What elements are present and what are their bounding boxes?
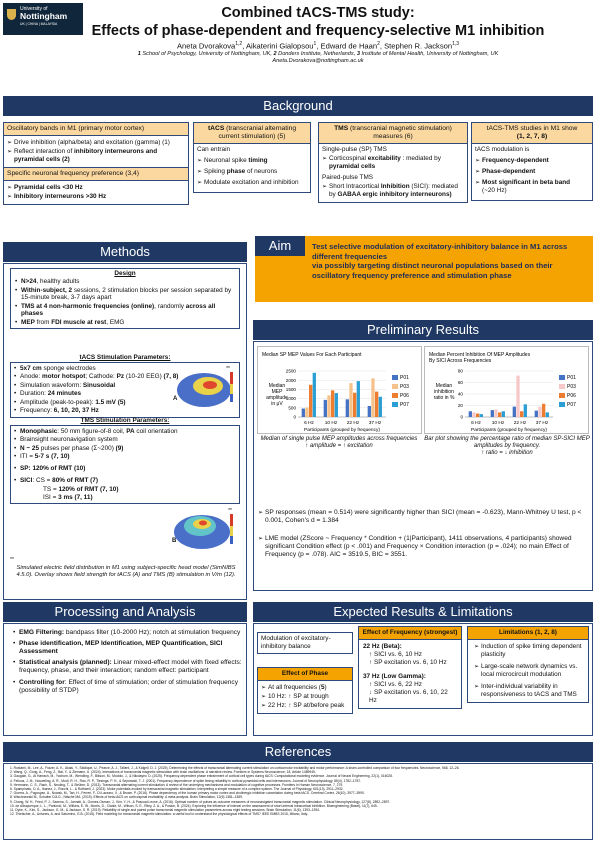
bar xyxy=(331,390,334,417)
bar xyxy=(520,411,523,417)
design-head: Design xyxy=(114,270,136,277)
tick-label-y: 80 xyxy=(457,368,463,374)
bg-col-studies xyxy=(471,122,593,232)
bg-col3-p2: Paired-pulse TMS xyxy=(322,174,374,181)
limitations-head: Limitations (1, 2, 8) xyxy=(467,626,589,640)
bar xyxy=(476,414,479,417)
logo-name: Nottingham xyxy=(20,11,68,21)
tick-label-y: 2500 xyxy=(285,368,296,374)
bar xyxy=(502,411,505,417)
affiliations: 1 School of Psychology, University of Nottingham, UK, 2 Donders Institute, Netherlands, 3 Institute of Mental Health, University of Nottingham, UK xyxy=(137,50,499,57)
bg-col4-lead: tACS modulation is xyxy=(475,146,530,153)
legend-label: P01 xyxy=(400,375,409,381)
background-header: Background xyxy=(3,96,593,116)
freq-g2: 37 Hz (Low Gamma): xyxy=(363,673,426,680)
freq-g1: 22 Hz (Beta): xyxy=(363,643,402,650)
design-item: • TMS at 4 non-harmonic frequencies (online), randomly across all phases xyxy=(14,303,236,319)
bg-col3-item: ➢ Corticospinal excitability : mediated by pyramidal cells xyxy=(322,155,464,171)
result-item: ➢ SP responses (mean = 0.514) were significantly higher than SICI (mean = -0.623), Mann-Whitney U test, p < 0.001, Cohen's d = 1.384 xyxy=(258,509,588,526)
tms-item: • SICI: CS = 80% of RMT (7) xyxy=(13,477,237,485)
bg-col4-head: tACS-TMS studies in M1 show (1, 2, 7, 8) xyxy=(471,122,593,144)
logo-sub: UK | CHINA | MALAYSIA xyxy=(20,22,58,26)
chart-title: Median SP MEP Values For Each Participant xyxy=(262,352,362,358)
legend-label: P06 xyxy=(567,393,576,399)
bar xyxy=(516,376,519,417)
legend-swatch xyxy=(392,402,398,407)
tick-label-x: 37 Hz xyxy=(368,421,382,426)
bg-col4-item: ➢ Most significant in beta band (~20 Hz) xyxy=(475,179,589,195)
tick-label-x: 22 Hz xyxy=(513,421,527,426)
results-bullets xyxy=(258,508,588,560)
tick-label-x: 22 Hz xyxy=(346,421,360,426)
reference-item: 3. Gaugain, G., Al Harrach, M., Yochum, M., Wendling, F., Bikson, M., Modolo, J., & Nikolayev, D. (2025). Frequency-dependent phase entrainment of cortical cell types during tACS: Computational modeling evidence. Journal of Neural Engineering, 22(1), 016028. xyxy=(10,774,393,779)
expected-header: Expected Results & Limitations xyxy=(253,602,593,622)
bar xyxy=(309,385,312,417)
legend-label: P07 xyxy=(400,402,409,408)
bar xyxy=(546,412,549,417)
design-item: • N>24, healthy adults xyxy=(14,278,236,286)
reference-item: 12. Thielscher, A., Antunes, A. and Saturnino, G.B. (2015). Field modeling for transcranial magnetic stimulation: a useful tool to understand the physiological effects of TMS? IEEE EMBS 2015, Milano, Italy. xyxy=(10,812,308,817)
tick-label-y: 20 xyxy=(457,403,463,409)
processing-header: Processing and Analysis xyxy=(3,602,247,622)
reference-item: 9. Chang, W. H., Fried, P. J., Saxena, S., Jannati, A., Gomes-Osman, J., Kim, Y.-H., & Pascual-Leone, A. (2016). Optimal number of pulses as outcome measures of neuronavigated transcranial magnetic stimulation. Clinical Neurophysiology, 127(8), 2892–2897. xyxy=(10,799,391,804)
axis-label-y: ratio in % xyxy=(433,395,455,401)
legend-label: P07 xyxy=(567,402,576,408)
tick-label-y: 60 xyxy=(457,380,463,386)
legend-swatch xyxy=(392,393,398,398)
bar xyxy=(305,407,308,417)
tick-label-y: 2000 xyxy=(285,377,296,383)
results-header: Preliminary Results xyxy=(253,320,593,340)
bar xyxy=(346,399,349,417)
legend-label: P03 xyxy=(567,384,576,390)
brain-sim-tacs xyxy=(172,366,238,410)
freq-g1b: ↑ SP excitation vs. 6, 10 Hz xyxy=(369,659,447,666)
design-box xyxy=(10,268,240,329)
bar xyxy=(538,407,541,417)
bar xyxy=(353,393,356,417)
limitation-item: ➢ Induction of spike timing dependent plasticity xyxy=(474,643,585,659)
phase-item: ➢ 22 Hz: ↑ SP at/before peak xyxy=(261,702,349,710)
reference-item: 10. de Albuquerque, L. L., Pantović, M., Wilkins, E. W., Morris, D., Clarke, M., Wilson, S. E., Riley, Z. A., & Poston, B. (2024). Exploring the influence of interval on the assessment of short-interval intracortical inhibition. Bioengineering (Basel), 11(7), 645. xyxy=(10,803,378,808)
bar xyxy=(469,411,472,417)
brain-label-b: B xyxy=(172,538,177,544)
tick-label-x: 10 Hz xyxy=(491,421,505,426)
chart-sici-ratio xyxy=(424,346,589,434)
reference-item: 8. Wischnewski M., Schutter DJLG., Nitsche MA. (2019). Effects of beta-tACS on corticospinal excitability: A meta-analysis. Brain Stimulation, 12(6) 1381–1389. xyxy=(10,795,243,800)
freq-g1a: ↑ SICI vs. 6, 10 Hz xyxy=(369,651,422,658)
bar xyxy=(480,414,483,417)
freq-g2b: ↓ SP excitation vs. 6, 10, 22 Hz xyxy=(369,689,448,704)
tms-item: • SP: 120% of RMT (10) xyxy=(13,465,237,473)
bar xyxy=(368,406,371,417)
bar xyxy=(349,383,352,417)
freq-g2a: ↑ SICI vs. 6, 22 Hz xyxy=(369,681,422,688)
design-item: • Within-subject, 2 sessions, 2 stimulation blocks per session separated by 15-minute break, 3-7 days apart xyxy=(14,287,236,303)
chart-title: By SICI Across Frequencies xyxy=(429,358,492,364)
axis-label-y: Median xyxy=(435,383,453,389)
tacs-item: • Duration: 24 minutes xyxy=(13,390,237,398)
brain-scale-a: ** xyxy=(226,366,230,372)
bar xyxy=(498,412,501,417)
result-item: ➢ LME model (ZScore ~ Frequency * Condition + (1|Participant), 1411 observations, 4 participants) showed significant Condition effect (p < .001) and Frequency × Condition interaction (p = .024); no main Effect of Frequency (p = .078). AIC = 3519.5, BIC = 3551. xyxy=(258,535,588,560)
tick-label-y: 0 xyxy=(460,414,463,420)
tick-label-x: 6 Hz xyxy=(304,421,314,426)
bar xyxy=(335,393,338,417)
tms-item: • Monophasic: 50 mm figure-of-8 coil, PA coil orientation xyxy=(13,428,237,436)
tacs-item: • Anode: motor hotspot; Cathode: Pz (10-20 EEG) (7, 8) xyxy=(13,373,237,381)
bg-col1-sub: Specific neuronal frequency preference (3,4) xyxy=(3,168,189,181)
tms-item: • N ~ 25 pulses per phase (Σ~200) (9) xyxy=(13,445,237,453)
limitation-item: ➢ Large-scale network dynamics vs. local microcircuit modulation xyxy=(474,663,585,679)
bg-col4-item: ➢ Phase-dependent xyxy=(475,168,589,176)
tacs-item: • Amplitude (peak-to-peak): 1.5 mV (5) xyxy=(13,399,237,407)
email[interactable]: Aneta.Dvorakova@nottingham.ac.uk xyxy=(272,57,364,64)
bg-col2-item: ➢ Spiking phase of neurons xyxy=(197,168,307,176)
brain-scale-b: ** xyxy=(228,508,232,514)
bg-col2-lead: Can entrain xyxy=(197,146,231,153)
tms-item: • Brainsight neuronavigation system xyxy=(13,436,237,444)
reference-item: 7. Guerra, A., Pogosyan, A., Nowak, M., Tan, H., Ferreri, F., Di Lazzaro, V., & Brown, P. (2016). Phase dependency of the human primary motor cortex and cholinergic inhibition cancelation during beta tACS. Cerebral Cortex, 26(10), 3977–3990. xyxy=(10,791,365,796)
bar xyxy=(324,400,327,417)
tick-label-x: 37 Hz xyxy=(535,421,549,426)
axis-label-y: amplitude xyxy=(266,395,288,401)
tick-label-y: 500 xyxy=(288,405,296,411)
bar xyxy=(371,378,374,417)
references-header: References xyxy=(3,742,593,762)
brain-sim-tms xyxy=(170,508,238,552)
tms-sici-isi: ISI = 3 ms (7, 11) xyxy=(43,493,93,501)
phase-box xyxy=(257,667,353,714)
bg-col3-item: ➢ Short Intracortical Inhibition (SICI): mediated by GABAA ergic inhibitory interneurons) xyxy=(322,183,464,199)
bg-col-tacs xyxy=(193,122,311,222)
poster-title-line2: Effects of phase-dependent and frequency-selective M1 inhibition xyxy=(91,23,545,39)
bg-col1-item: ➢ Reflect interaction of inhibitory interneurons and pyramidal cells (2) xyxy=(7,148,185,164)
legend-label: P01 xyxy=(567,375,576,381)
legend-swatch xyxy=(392,375,398,380)
design-item: • MEP from FDI muscle at rest, EMG xyxy=(14,319,236,327)
authors: Aneta Dvorakova$^{1,2}$, Aikaterini Gialopsou$^1$, Edward de Haan$^2$, Stephen R. Jackson$^{1,3}$ xyxy=(176,41,460,51)
chart1-caption: Median of single pulse MEP amplitudes across frequencies ↑ amplitude = ↑ excitation xyxy=(260,436,418,450)
bg-col1-item: ➢ Inhibitory interneurons >30 Hz xyxy=(7,193,185,201)
chart2-caption: Bar plot showing the percentage ratio of median SP-SICI MEP amplitudes by frequency. ↑ ratio = ↓ inhibition xyxy=(424,436,590,457)
legend-label: P03 xyxy=(400,384,409,390)
legend-swatch xyxy=(559,375,565,380)
bg-col2-item: ➢ Modulate excitation and inhibition xyxy=(197,179,307,187)
phase-head: Effect of Phase xyxy=(257,667,353,681)
axis-label-y: Median xyxy=(268,383,286,389)
tick-label-x: 10 Hz xyxy=(324,421,338,426)
bg-col2-head: tACS (transcranial alternating current stimulation) (5) xyxy=(193,122,311,144)
tick-label-y: 40 xyxy=(457,391,463,397)
reference-item: 2. Wang, Q., Gong, A., Feng, Z., Bai, Y., & Ziemann, U. (2024). Interactions of transcranial magnetic stimulation with brain oscillations: A narrative review. Frontiers in Systems Neuroscience, 18, Article 1489949. xyxy=(10,770,316,775)
legend-swatch xyxy=(559,402,565,407)
axis-label-y: MEP xyxy=(271,389,283,395)
legend-swatch xyxy=(559,384,565,389)
bar xyxy=(542,404,545,417)
tacs-params-head: tACS Stimulation Parameters: xyxy=(79,354,171,361)
tms-item: • ITI = 5-7 s (7, 10) xyxy=(13,453,237,461)
freq-head: Effect of Frequency (strongest) xyxy=(358,626,462,640)
freq-box xyxy=(358,626,462,709)
reference-item: 5. Herrmann, C. S., Rach, S., Neuling, T., & Strüber, D. (2013). Transcranial alternating current stimulation: A review of the underlying mechanisms and modulation of cognitive processes. Frontiers in Human Neuroscience, 7, 279. xyxy=(10,782,344,787)
legend-swatch xyxy=(559,393,565,398)
tacs-item: • 5x7 cm sponge electrodes xyxy=(13,365,237,373)
bg-col1-head: Oscillatory bands in M1 (primary motor cortex) xyxy=(3,122,189,136)
reference-item: 6. Spampinato, D. A., Ibanez, J., Rocchi, L., & Rothwell, J. (2023). Motor potentials evoked by transcranial magnetic stimulation: Interpreting a simple measure of a complex system. The Journal of Physiology, 601(13), 2911–2932. xyxy=(10,787,344,792)
bg-col-oscillatory xyxy=(3,122,189,232)
axis-label-x: Participants (grouped by frequency) xyxy=(304,428,380,433)
methods-footnote: Simulated electric field distribution in M1 using subject-specific head model (SimNIBS 4.5.0). Overlay shows field strength for tACS (A) and TMS (B) stimulation in V/m (12). xyxy=(16,565,236,578)
phase-item: ➢ At all frequencies (5) xyxy=(261,684,349,692)
bar xyxy=(513,407,516,417)
tms-params-head: TMS Stimulation Parameters: xyxy=(80,417,170,424)
bar xyxy=(524,404,527,417)
bar xyxy=(494,410,497,417)
tick-label-y: 1000 xyxy=(285,396,296,402)
references-panel xyxy=(3,763,593,840)
expected-mod: Modulation of excitatory-inhibitory balance xyxy=(257,632,353,654)
bar xyxy=(472,412,475,417)
limitations-box xyxy=(467,626,589,703)
chart-sp-mep xyxy=(257,346,422,434)
reference-item: 1. Rostami, M., Lee, A., Frazer, A. K., Akalu, Y., Siddique, U., Pearce, A. J., Tallent, J., & Kidgell, D. J. (2025). Determining the effects of transcranial alternating current stimulation on corticomotor excitability and motor performance: A sham-controlled comparison of four frequencies. Neuroscience, 568, 12–26. xyxy=(10,766,460,770)
bg-col3-p1: Single-pulse (SP) TMS xyxy=(322,146,387,153)
processing-item: • Phase identification, MEP Identification, MEP Quantification, SICI Assessment xyxy=(12,640,242,656)
processing-panel xyxy=(3,623,247,736)
bg-col4-item: ➢ Frequency-dependent xyxy=(475,157,589,165)
aim-label: Aim xyxy=(255,236,305,256)
tick-label-y: 0 xyxy=(293,414,296,420)
bar xyxy=(327,395,330,417)
processing-item: • EMG Filtering: bandpass filter (10-2000 Hz); notch at stimulation frequency xyxy=(12,629,242,637)
bg-col2-item: ➢ Neuronal spike timing xyxy=(197,157,307,165)
bar xyxy=(379,397,382,417)
tacs-item: • Frequency: 6, 10, 20, 37 Hz xyxy=(13,407,237,415)
reference-item: 4. Fellous, J. M., Houweling, A. R., Modi, R. H., Rao, R. P., Tiesinga, P. H., & Sejnowski, T. J. (2001). Frequency dependence of spike timing reliability in cortical pyramidal cells and interneurons. Journal of Neurophysiology, 85(4), 1782–1787. xyxy=(10,778,362,783)
tick-label-y: 1500 xyxy=(285,387,296,392)
bar xyxy=(491,410,494,417)
phase-item: ➢ 10 Hz: ↑ SP at trough xyxy=(261,693,349,701)
legend-label: P06 xyxy=(400,393,409,399)
logo-title: University of xyxy=(20,6,48,12)
reference-item: 11. Dyke, K., Kim, S., Jackson, G. M., & Jackson, S. R. (2019). Reliability of single and paired pulse transcranial magnetic stimulation parameters across eight testing sessions. Brain Stimulation, 11(6), 1393–1394. xyxy=(10,808,320,813)
poster-title-line1: Combined tACS-TMS study: xyxy=(221,5,415,21)
processing-item: • Statistical analysis (planned): Linear mixed-effect model with fixed effects: frequency, phase, and their interaction; random effect: participant xyxy=(12,659,242,675)
processing-item: • Controlling for: Effect of time of stimulation; order of stimulation frequency (possibility of STDP) xyxy=(12,679,242,695)
tick-label-x: 6 Hz xyxy=(471,421,481,426)
bar xyxy=(357,381,360,417)
bg-col1-item: ➢ Drive inhibition (alpha/beta) and excitation (gamma) (1) xyxy=(7,139,185,147)
tms-sici-ts: TS = 120% of RMT (7, 10) xyxy=(43,485,119,493)
legend-swatch xyxy=(392,384,398,389)
aim-text: Test selective modulation of excitatory-inhibitory balance in M1 across different frequencies via possibly targeting distinct neuronal populations based on their oscillatory frequency preference and stimulation phase xyxy=(312,242,568,280)
bar xyxy=(535,411,538,417)
brain-label-a: A xyxy=(173,396,178,402)
bg-col-tms xyxy=(318,122,468,232)
tms-params xyxy=(10,417,240,504)
bar xyxy=(302,409,305,417)
methods-header: Methods xyxy=(3,242,247,262)
methods-footnote-mark: ** xyxy=(10,557,14,563)
axis-label-y: in μV xyxy=(271,401,283,407)
axis-label-x: Participants (grouped by frequency) xyxy=(471,428,547,433)
axis-label-y: inhibition xyxy=(434,389,454,395)
bg-col1-item: ➢ Pyramidal cells <30 Hz xyxy=(7,184,185,192)
limitation-item: ➢ Inter-individual variability in responsiveness to tACS and TMS xyxy=(474,683,585,699)
bg-col3-head: TMS (transcranial magnetic stimulation) measures (6) xyxy=(318,122,468,144)
tacs-item: • Simulation waveform: Sinusoidal xyxy=(13,382,237,390)
bar xyxy=(375,392,378,417)
chart-title: Median Percent Inhibition Of MEP Amplitudes xyxy=(429,352,531,358)
bar xyxy=(313,373,316,417)
